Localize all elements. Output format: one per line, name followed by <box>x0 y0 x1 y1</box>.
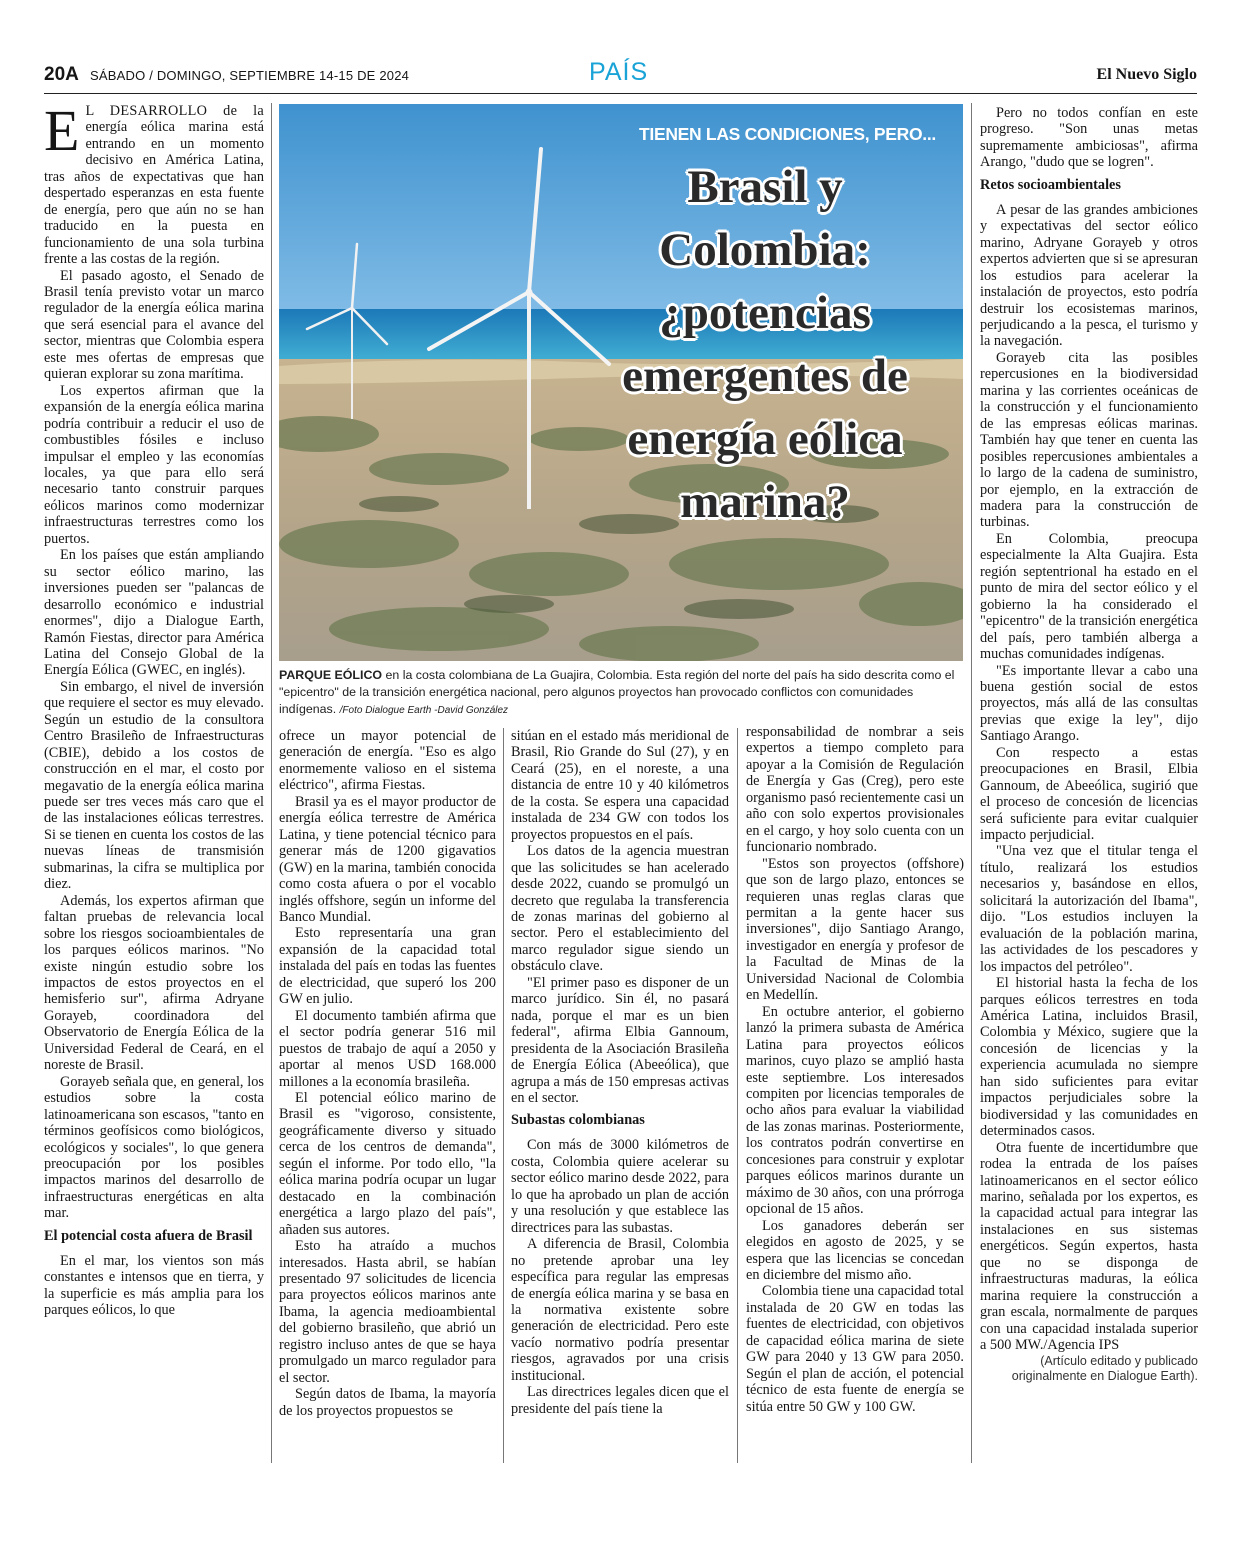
paragraph: En Colombia, preocupa especialmente la Alta Guajira. Esta región septentrional ha estado en el punto de mira del sector eólico y el gobierno la ha considerado el "epicentro" de la transición energética del país, pero también alberga a muchas comunidades indígenas. <box>980 530 1198 663</box>
article-column-3 <box>511 728 729 1417</box>
column-rule <box>503 728 504 1463</box>
paragraph: A diferencia de Brasil, Colombia no pretende aprobar una ley específica para regular las empresas de energía eólica marina y se basa en la normativa existente sobre generación de electricidad. Pero este vacío normativo podría presentar riesgos, agravados por una crisis institucional. <box>511 1236 729 1384</box>
paragraph: "Estos son proyectos (offshore) que son de largo plazo, entonces se requieren unas reglas claras que permitan a la gente hacer sus inversiones", dijo Santiago Arango, investigador en energía y profesor de la Facultad de Minas de la Universidad Nacional de Colombia en Medellín. <box>746 855 964 1004</box>
paragraph: En el mar, los vientos son más constantes e intensos que en tierra, y la superficie es más amplia para los parques eólicos, lo que <box>44 1252 264 1319</box>
paragraph: Gorayeb señala que, en general, los estudios sobre la costa latinoamericana son escasos, "tanto en términos geofísicos como biológicos, ecológicos y sociales", lo que genera preocupación por los posibles impactos marinos del desarrollo de infraestructuras energéticas en alta mar. <box>44 1073 264 1222</box>
lead-caps: L DESARROLLO de la <box>85 103 264 119</box>
column-rule <box>271 103 272 1463</box>
subheading: Subastas colombianas <box>511 1112 645 1129</box>
paragraph: Según datos de Ibama, la mayoría de los proyectos propuestos se <box>279 1386 496 1419</box>
lead-paragraph: E L DESARROLLO de la energía eólica marina está entrando en un momento decisivo en América Latina, tras años de expectativas que han despertado esperanzas en esta fuente de energía, pero que aún no se han traducido en la puesta en funcionamiento de una sola turbina frente a las costas de la región. <box>44 98 264 268</box>
paragraph: En octubre anterior, el gobierno lanzó la primera subasta de América Latina para proyectos eólicos marinos, cuyo plazo se amplió hasta este septiembre. Los interesados compiten por licencias temporales de ocho años para evaluar la viabilidad de las zonas marinas. Posteriormente, los contratos podrán convertirse en concesiones para construir y explotar parques eólicos marinos durante un máximo de 30 años, con una prórroga opcional de 15 años. <box>746 1003 964 1218</box>
paragraph: responsabilidad de nombrar a seis expertos a tiempo completo para apoyar a la Comisión de Regulación de Energía y Gas (Creg), pero este organismo pasó recientemente casi un año con solo expertos provisionales en el cargo, y hoy solo cuenta con un funcionario nombrado. <box>746 724 964 856</box>
paragraph: Además, los expertos afirman que faltan pruebas de relevancia local sobre los riesgos socioambientales de los parques eólicos marinos. "No existe ningún estudio sobre los impactos de estos proyectos en el hemisferio sur", afirma Adryane Gorayeb, coordinadora del Observatorio de Energía Eólica de la Universidad Federal de Ceará, en el noreste de Brasil. <box>44 892 264 1074</box>
article-column-4 <box>746 724 964 1415</box>
paragraph: El pasado agosto, el Senado de Brasil tenía previsto votar un marco regulador de la energía eólica marina que será esencial para el avance del sector, mientras que Colombia espera este mes ofertas de empresas que quieran explorar su zona marítima. <box>44 267 264 383</box>
paragraph: Los ganadores deberán ser elegidos en agosto de 2025, y se espera que las licencias se concedan en diciembre del mismo año. <box>746 1217 964 1283</box>
paragraph: Esto representaría una gran expansión de la capacidad total instalada del país en todas las fuentes de electricidad, que superó los 200 GW en julio. <box>279 925 496 1008</box>
article-headline: Brasil y Colombia: ¿potencias emergentes de energía eólica marina? <box>622 161 908 528</box>
subheading: Retos socioambientales <box>980 176 1121 193</box>
article-column-1 <box>44 98 264 1319</box>
header-rule <box>44 93 1197 94</box>
paragraph: Las directrices legales dicen que el presidente del país tiene la <box>511 1384 729 1417</box>
paragraph: Los expertos afirman que la expansión de la energía eólica marina podría contribuir a reducir el uso de combustibles fósiles e incluso impulsar el empleo y las economías locales, ya que para ello será necesario tanto construir parques eólicos marinos como modernizar infraestructuras terrestres como los puertos. <box>44 382 264 547</box>
page-number: 20A <box>44 64 79 85</box>
paragraph: Esto ha atraído a muchos interesados. Hasta abril, se habían presentado 97 solicitudes de licencia para proyectos eólicos marinos ante Ibama, la agencia medioambiental del gobierno brasileño, que abrió un registro incluso antes de que se haya promulgado un marco regulador para el sector. <box>279 1238 496 1386</box>
paragraph: El potencial eólico marino de Brasil es "vigoroso, consistente, geográficamente diverso y situado cerca de los centros de demanda", según el informe. Por todo ello, "la eólica marina podría ocupar un lugar destacado en la combinación energética a largo plazo del país", añaden sus autores. <box>279 1089 496 1238</box>
end-note: (Artículo editado y publicado originalmente en Dialogue Earth). <box>1011 1353 1198 1383</box>
paragraph: ofrece un mayor potencial de generación de energía. "Eso es algo enormemente valioso en el sistema eléctrico", afirma Fiestas. <box>279 728 496 794</box>
column-rule <box>971 103 972 1463</box>
paragraph: Con más de 3000 kilómetros de costa, Colombia quiere acelerar su sector eólico marino desde 2022, para lo que ha aprobado un plan de acción y una resolución y que establece las directrices para las subastas. <box>511 1137 729 1236</box>
paragraph: El documento también afirma que el sector podría generar 516 mil puestos de trabajo de aquí a 2050 y aportar al menos USD 168.000 millones a la economía brasileña. <box>279 1007 496 1090</box>
photo-caption <box>279 667 963 719</box>
paragraph: En los países que están ampliando su sector eólico marino, las inversiones pueden ser "palancas de desarrollo económico e industrial enormes", dijo a Dialogue Earth, Ramón Fiestas, director para América Latina del Consejo Global de la Energía Eólica (GWEC, en inglés). <box>44 547 264 679</box>
drop-cap: E <box>44 98 80 163</box>
paragraph: El historial hasta la fecha de los parques eólicos terrestres en toda América Latina, incluidos Brasil, Colombia y México, sugiere que la concesión de licencias y la experiencia acumulada no siempre han sido suficientes para evitar impactos perjudiciales sobre la biodiversidad y las comunidades en determinados casos. <box>980 975 1198 1140</box>
caption-credit: /Foto Dialogue Earth -David González <box>339 705 509 716</box>
column-rule <box>737 728 738 1463</box>
issue-date: SÁBADO / DOMINGO, SEPTIEMBRE 14-15 DE 2024 <box>90 68 410 83</box>
article-column-5 <box>980 105 1198 1384</box>
caption-label: PARQUE EÓLICO <box>279 668 383 682</box>
paragraph: Con respecto a estas preocupaciones en Brasil, Elbia Gannoum, de Abeeólica, sugirió que el proceso de concesión de licencias será suficiente para evitar cualquier impacto perjudicial. <box>980 744 1198 844</box>
paragraph: Pero no todos confían en este progreso. "Son unas metas supremamente ambiciosas", afirma Arango, "dudo que se logren". <box>980 105 1198 171</box>
paragraph: Colombia tiene una capacidad total instalada de 20 GW en todas las fuentes de electricidad, con objetivos de capacidad eólica marina de siete GW para 2040 y 13 GW para 2050. Según el plan de acción, el potencial técnico de esta fuente de energía se sitúa entre 50 GW y 100 GW. <box>746 1283 964 1415</box>
paragraph: Gorayeb cita las posibles repercusiones en la biodiversidad marina y las corrientes oceánicas de la construcción y el funcionamiento de las empresas eólicas marinas. También hay que tener en cuenta las posibles repercusiones ambientales a lo largo de la cadena de suministro, por ejemplo, en la extracción de madera para la construcción de turbinas. <box>980 349 1198 531</box>
newspaper-brand: El Nuevo Siglo <box>1096 66 1197 83</box>
paragraph: "Una vez que el titular tenga el título, realizará los estudios necesarios y, basándose en ellos, solicitará la autorización del Ibama", dijo. "Los estudios incluyen la evaluación de la población marina, las actividades de los pescadores y los impactos del petróleo". <box>980 843 1198 975</box>
paragraph: "El primer paso es disponer de un marco jurídico. Sin él, no pasará nada, porque el mar es un bien federal", afirma Elbia Gannoum, presidenta de la Asociación Brasileña de Energía Eólica (Abeeólica), que agrupa a más de 150 empresas activas en el sector. <box>511 974 729 1106</box>
caption-text: en la costa colombiana de La Guajira, Colombia. Esta región del norte del país ha sido descrita como el "epicentro" de la transición energética nacional, pero algunos proyectos han provocado conflictos con comunidades indígenas. <box>279 668 955 716</box>
paragraph: sitúan en el estado más meridional de Brasil, Rio Grande do Sul (27), y en Ceará (25), en el noreste, a una distancia de entre 10 y 40 kilómetros de la costa. Se espera una capacidad instalada de 234 GW con todos los proyectos propuestos en el país. <box>511 728 729 843</box>
article-kicker: TIENEN LAS CONDICIONES, PERO... <box>639 124 936 144</box>
paragraph: "Es importante llevar a cabo una buena gestión social de estos proyectos, más allá de las consultas previas que exige la ley", dijo Santiago Arango. <box>980 662 1198 745</box>
paragraph: Sin embargo, el nivel de inversión que requiere el sector es muy elevado. Según un estudio de la consultora Centro Brasileño de Infraestructuras (CBIE), debido a los costos de construcción en el mar, el costo por megavatio de la energía eólica marina puede ser tres veces más caro que el de las instalaciones eólicas terrestres. Si se tienen en cuenta los costos de las nuevas líneas de transmisión submarinas, la cifra se multiplica por diez. <box>44 678 264 893</box>
paragraph: Los datos de la agencia muestran que las solicitudes se han acelerado desde 2022, cuando se promulgó un decreto que regulaba la transferencia de zonas marinas del gobierno al sector. Pero el establecimiento del marco regulador sigue siendo un obstáculo clave. <box>511 843 729 975</box>
paragraph: Otra fuente de incertidumbre que rodea la entrada de los países latinoamericanos en el sector eólico marino, señalada por los expertos, es la capacidad actual para integrar las instalaciones en sus sistemas energéticos. Según expertos, hasta que no se disponga de infraestructuras maduras, la eólica marina requiere la construcción a gran escala, normalmente de parques con una capacidad instalada superior a 500 MW./Agencia IPS <box>980 1139 1198 1354</box>
page-header <box>44 60 1197 88</box>
article-column-2 <box>279 728 496 1419</box>
section-title: PAÍS <box>589 58 649 86</box>
paragraph: A pesar de las grandes ambiciones y expectativas del sector eólico marino, Adryane Gorayeb y otros expertos advierten que si se apresuran los estudios para acelerar la instalación de proyectos, esto podría destruir los ecosistemas marinos, perjudicando a la pesca, el turismo y la navegación. <box>980 201 1198 350</box>
paragraph: Brasil ya es el mayor productor de energía eólica terrestre de América Latina, y tiene potencial técnico para generar más de 1200 gigavatios (GW) en la marina, también conocida como costa afuera o por el vocablo inglés offshore, según un informe del Banco Mundial. <box>279 793 496 925</box>
subheading: El potencial costa afuera de Brasil <box>44 1227 253 1244</box>
wind-farm-photo <box>279 104 963 661</box>
